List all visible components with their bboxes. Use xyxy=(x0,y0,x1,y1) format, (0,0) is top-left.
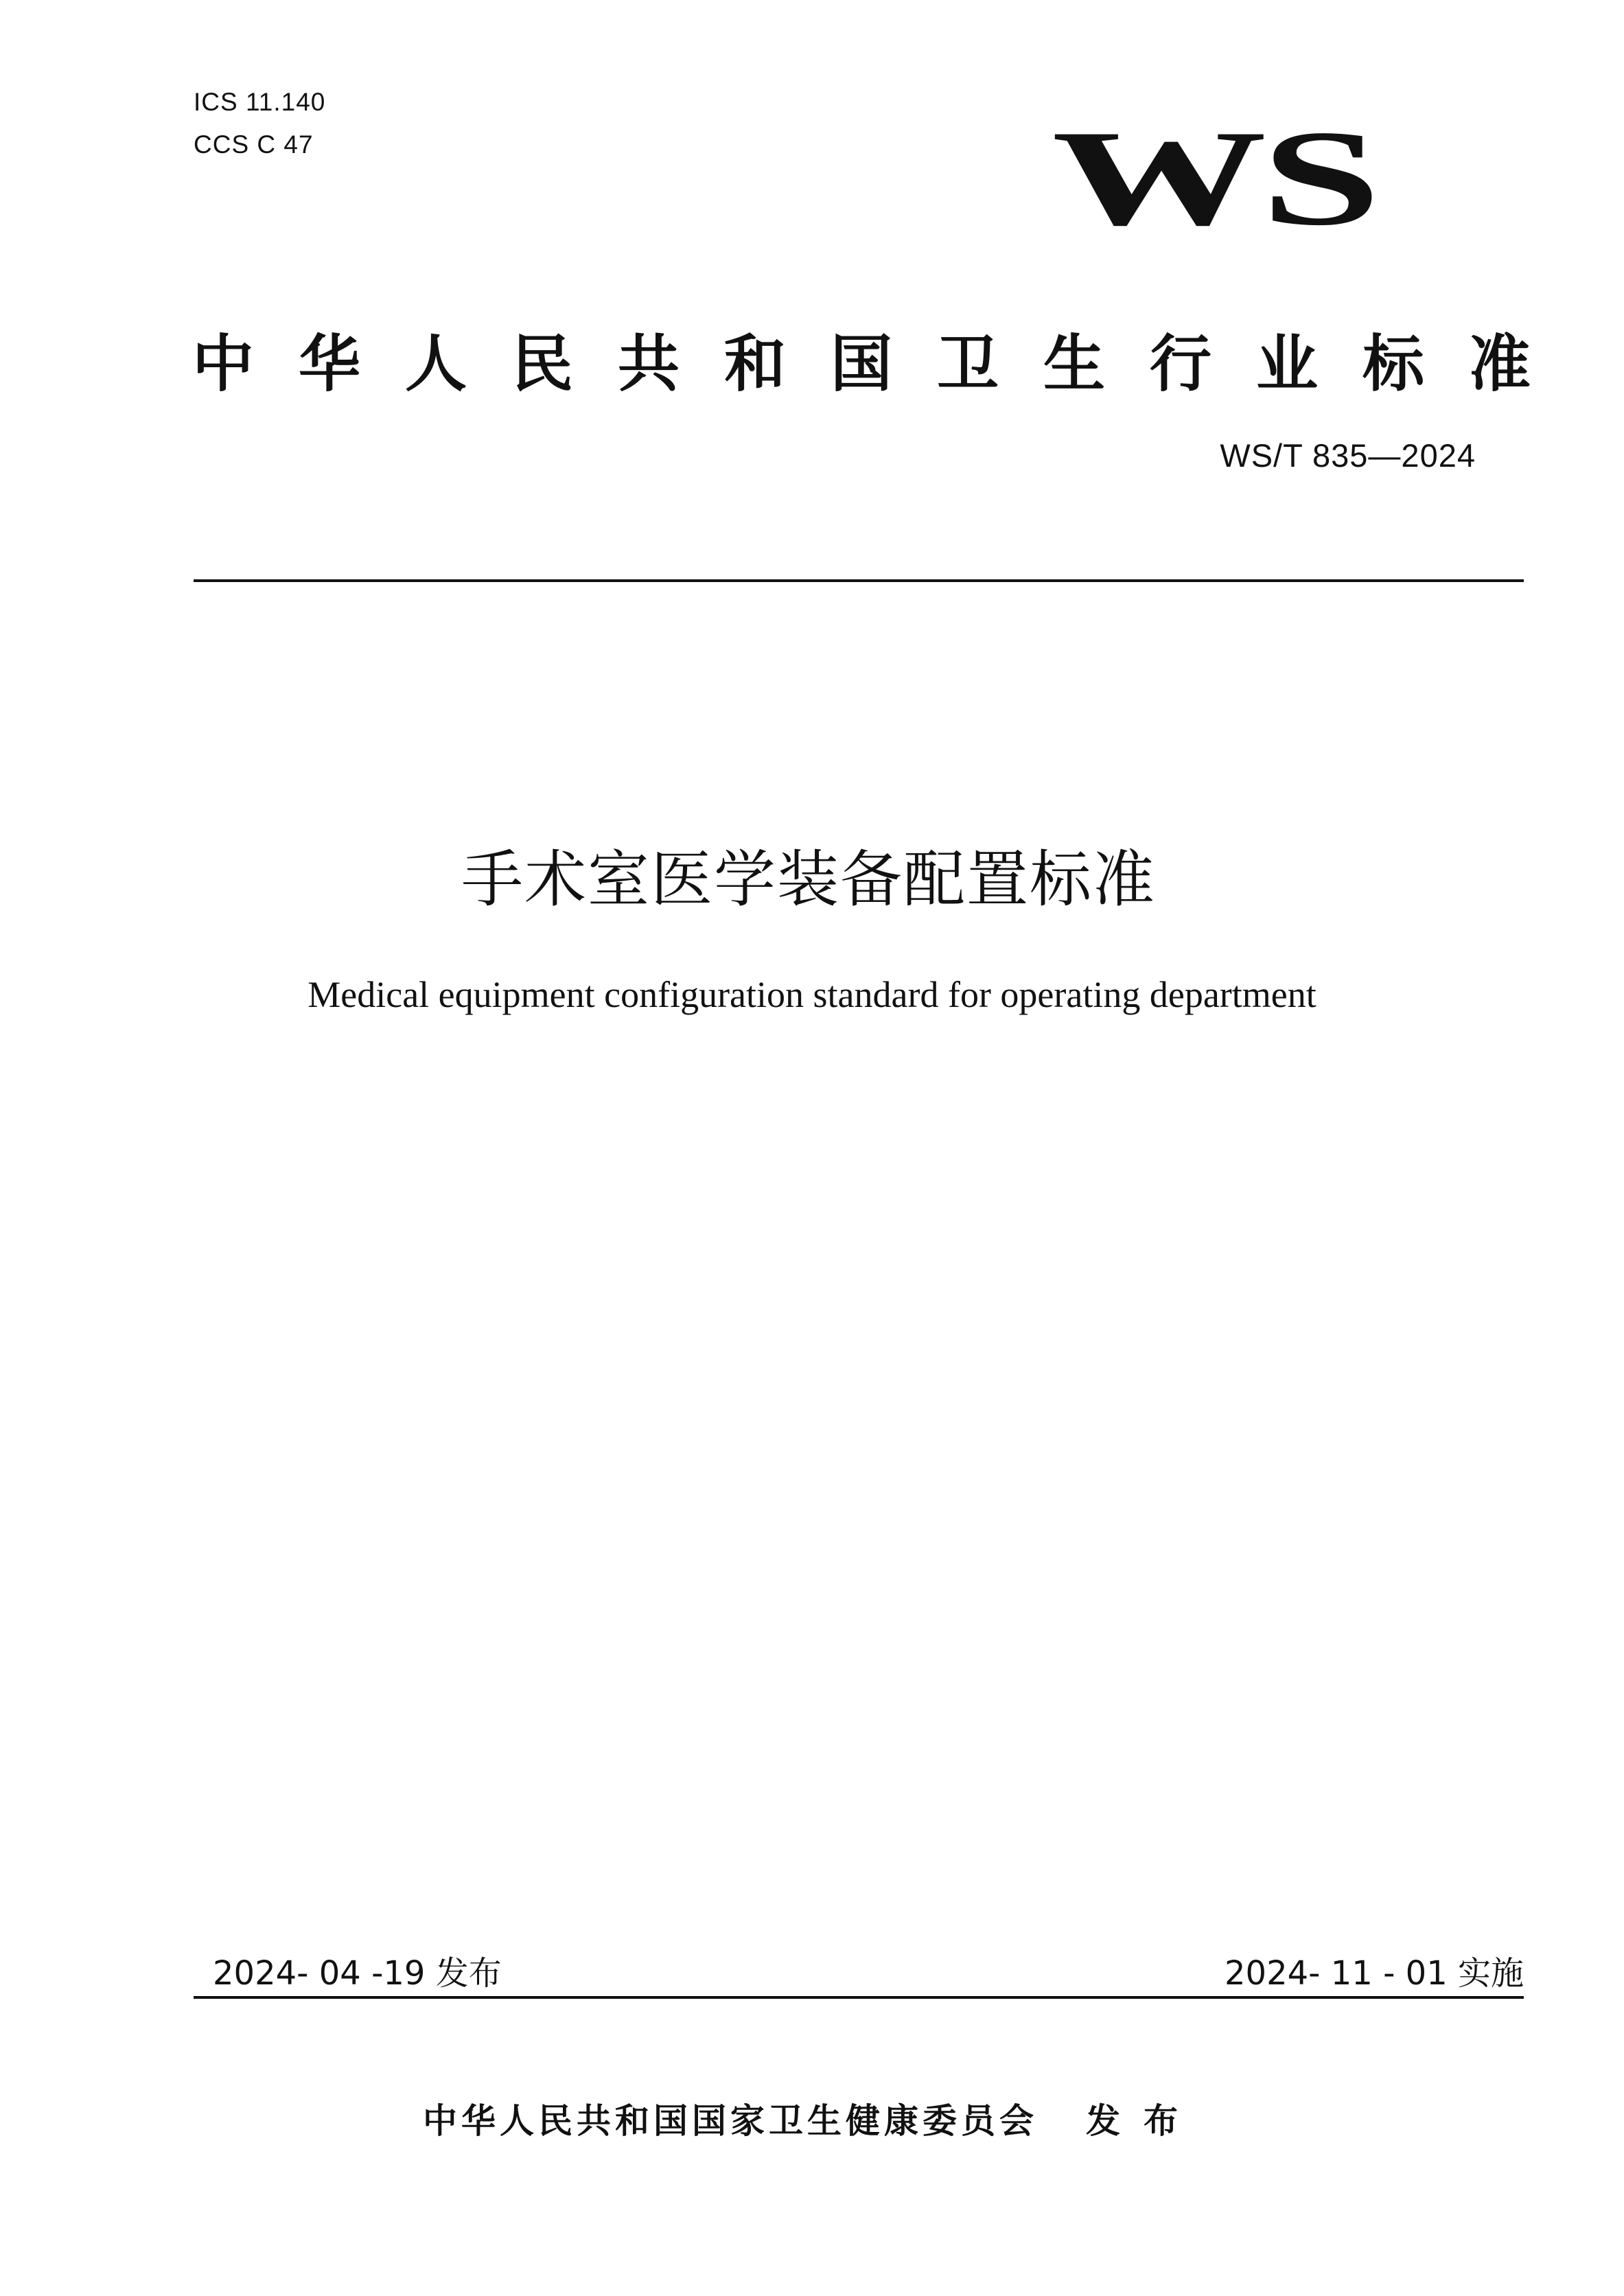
industry-title-char: 业 xyxy=(1256,328,1318,400)
publish-date: 2024- 04 -19 发布 xyxy=(213,1954,502,1993)
effective-date: 2024- 11 - 01 实施 xyxy=(1225,1954,1524,1993)
standard-number: WS/T 835—2024 xyxy=(1220,437,1476,474)
industry-title-char: 准 xyxy=(1469,328,1531,400)
issuer-name: 中华人民共和国国家卫生健康委员会 xyxy=(423,2101,1038,2141)
industry-title-char: 和 xyxy=(724,328,786,400)
industry-title-char: 国 xyxy=(831,328,892,400)
industry-title-char: 民 xyxy=(511,328,573,400)
classification-codes xyxy=(194,81,325,166)
issuing-authority xyxy=(0,2094,1624,2143)
header-divider xyxy=(194,579,1524,582)
document-title-english: Medical equipment configuration standard for operating department xyxy=(308,974,1316,1015)
industry-title-char: 华 xyxy=(299,328,360,400)
document-title-chinese-text: 手术室医学装备配置标准 xyxy=(461,844,1156,916)
industry-title-char: 卫 xyxy=(937,328,999,400)
industry-standard-title xyxy=(192,317,1531,399)
industry-title-char: 人 xyxy=(405,328,467,400)
document-title-chinese xyxy=(0,829,1624,918)
industry-title-char: 生 xyxy=(1043,328,1105,400)
industry-title-char: 标 xyxy=(1362,328,1424,400)
footer-divider xyxy=(194,1996,1524,1999)
industry-title-char: 中 xyxy=(192,328,254,400)
issuer-verb: 发布 xyxy=(1086,2101,1201,2141)
ics-code: ICS 11.140 xyxy=(194,88,326,116)
ws-logo: WS xyxy=(1052,102,1376,255)
industry-title-char: 共 xyxy=(618,328,680,400)
industry-title-char: 行 xyxy=(1150,328,1211,400)
ccs-code: CCS C 47 xyxy=(194,130,314,159)
